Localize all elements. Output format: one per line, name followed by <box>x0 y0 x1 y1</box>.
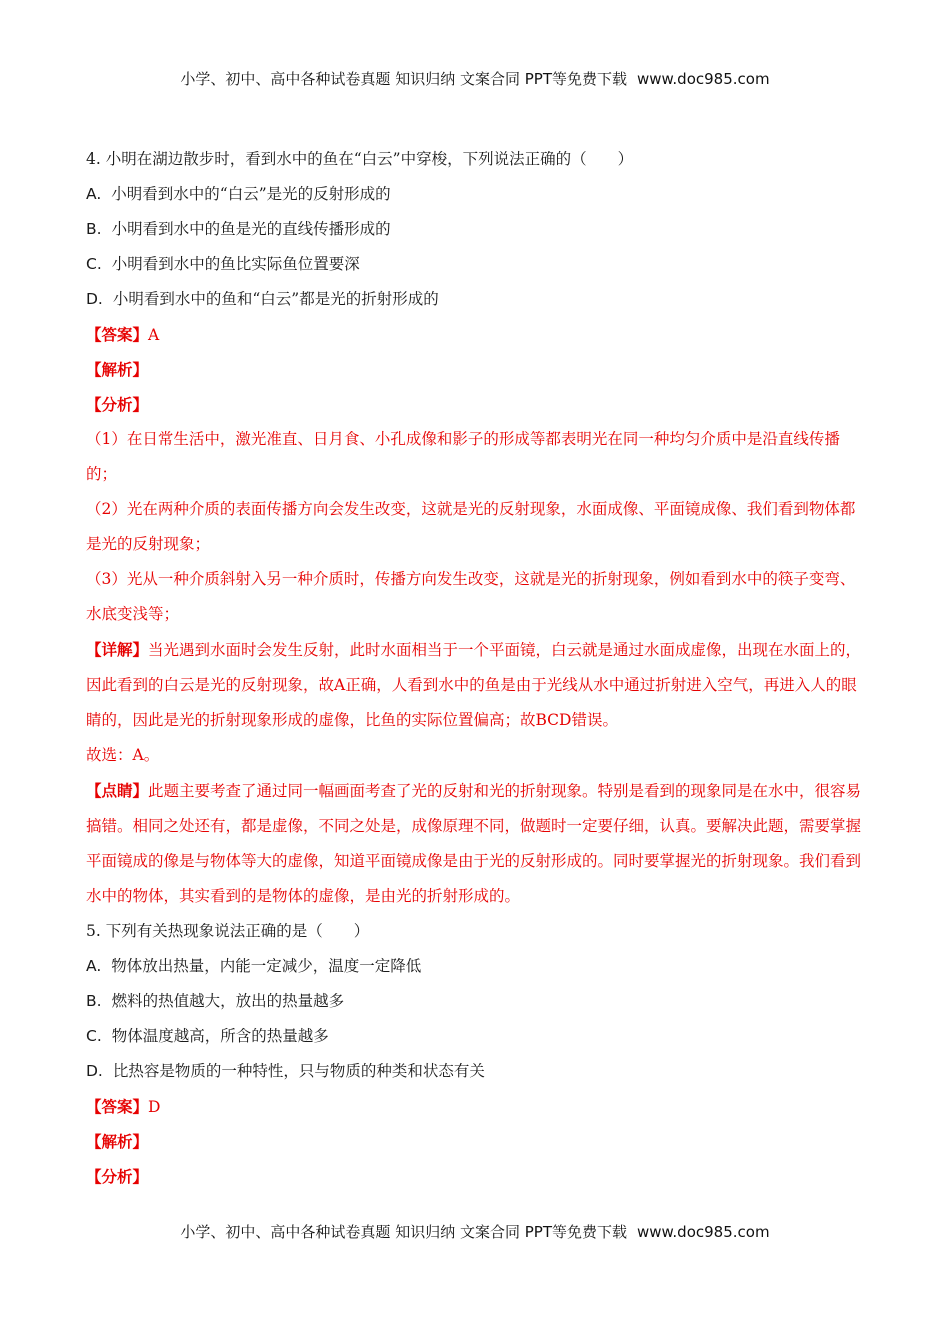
q5-option-b <box>86 984 866 1019</box>
option-label: A. <box>86 957 102 975</box>
q4-answer <box>86 317 866 352</box>
header-url[interactable]: www.doc985.com <box>636 70 770 88</box>
q4-option-d <box>86 282 866 317</box>
jiexi-tag: 【解析】 <box>86 1132 149 1151</box>
q4-analysis-1: （1）在日常生活中，激光准直、日月食、小孔成像和影子的形成等都表明光在同一种均匀介质中是沿直线传播的； <box>86 430 840 483</box>
jiexi-tag: 【解析】 <box>86 360 149 379</box>
header-text: 小学、初中、高中各种试卷真题 知识归纳 文案合同 PPT等免费下载 <box>180 70 627 88</box>
comment-tag: 【点睛】 <box>86 781 149 800</box>
q5-option-d <box>86 1054 866 1089</box>
q5-fenxi <box>86 1159 866 1194</box>
q4-option-a <box>86 177 866 212</box>
q4-comment <box>86 773 866 914</box>
option-text: 燃料的热值越大，放出的热量越多 <box>111 992 345 1010</box>
q5-answer <box>86 1089 866 1124</box>
footer-text: 小学、初中、高中各种试卷真题 知识归纳 文案合同 PPT等免费下载 <box>180 1223 627 1241</box>
q5-option-a <box>86 949 866 984</box>
option-label: A. <box>86 185 102 203</box>
option-text: 小明看到水中的鱼和“白云”都是光的折射形成的 <box>112 290 439 308</box>
option-label: B. <box>86 220 102 238</box>
q4-analysis-2: （2）光在两种介质的表面传播方向会发生改变，这就是光的反射现象，水面成像、平面镜成像、我们看到物体都是光的反射现象； <box>86 500 856 553</box>
q4-option-c <box>86 247 866 282</box>
q4-analysis-3: （3）光从一种介质斜射入另一种介质时，传播方向发生改变，这就是光的折射现象，例如看到水中的筷子变弯、水底变浅等； <box>86 570 856 623</box>
q4-option-b <box>86 212 866 247</box>
answer-value: D <box>148 1098 161 1116</box>
option-text: 物体放出热量，内能一定减少，温度一定降低 <box>111 957 422 975</box>
footer-url[interactable]: www.doc985.com <box>636 1223 770 1241</box>
option-label: C. <box>86 1027 102 1045</box>
comment-text: 此题主要考查了通过同一幅画面考查了光的反射和光的折射现象。特别是看到的现象同是在水中，很容易搞错。相同之处还有，都是虚像，不同之处是，成像原理不同，做题时一定要仔细，认真。要解决此题，需要掌握平面镜成的像是与物体等大的虚像，知道平面镜成像是由于光的反射形成的。同时要掌握光的折射现象。我们看到水中的物体，其实看到的是物体的虚像，是由光的折射形成的。 <box>86 782 862 905</box>
q4-detail <box>86 632 866 738</box>
answer-tag: 【答案】 <box>86 325 149 344</box>
answer-value: A <box>148 326 160 344</box>
q4-jiexi <box>86 352 866 387</box>
q5-stem: 5. 下列有关热现象说法正确的是（ ） <box>86 922 370 940</box>
option-label: C. <box>86 255 102 273</box>
option-label: D. <box>86 1062 103 1080</box>
answer-tag: 【答案】 <box>86 1097 149 1116</box>
detail-tag: 【详解】 <box>86 640 149 659</box>
detail-text: 当光遇到水面时会发生反射，此时水面相当于一个平面镜，白云就是通过水面成虚像，出现在水面上的，因此看到的白云是光的反射现象，故A正确，人看到水中的鱼是由于光线从水中通过折射进入空气，再进入人的眼睛的，因此是光的折射现象形成的虚像，比鱼的实际位置偏高；故BCD错误。 <box>86 641 862 729</box>
page-footer <box>0 1221 950 1242</box>
q4-choice: 故选：A。 <box>86 746 160 764</box>
fenxi-tag: 【分析】 <box>86 1167 149 1186</box>
option-text: 小明看到水中的“白云”是光的反射形成的 <box>111 185 391 203</box>
option-text: 比热容是物质的一种特性，只与物质的种类和状态有关 <box>112 1062 485 1080</box>
option-text: 小明看到水中的鱼是光的直线传播形成的 <box>111 220 391 238</box>
document-body <box>86 142 866 1194</box>
page-header <box>0 68 950 89</box>
q4-fenxi <box>86 387 866 422</box>
q5-jiexi <box>86 1124 866 1159</box>
q5-option-c <box>86 1019 866 1054</box>
q4-stem: 4. 小明在湖边散步时，看到水中的鱼在“白云”中穿梭，下列说法正确的（ ） <box>86 150 634 168</box>
option-label: D. <box>86 290 103 308</box>
fenxi-tag: 【分析】 <box>86 395 149 414</box>
option-text: 小明看到水中的鱼比实际鱼位置要深 <box>111 255 360 273</box>
option-text: 物体温度越高，所含的热量越多 <box>111 1027 329 1045</box>
option-label: B. <box>86 992 102 1010</box>
